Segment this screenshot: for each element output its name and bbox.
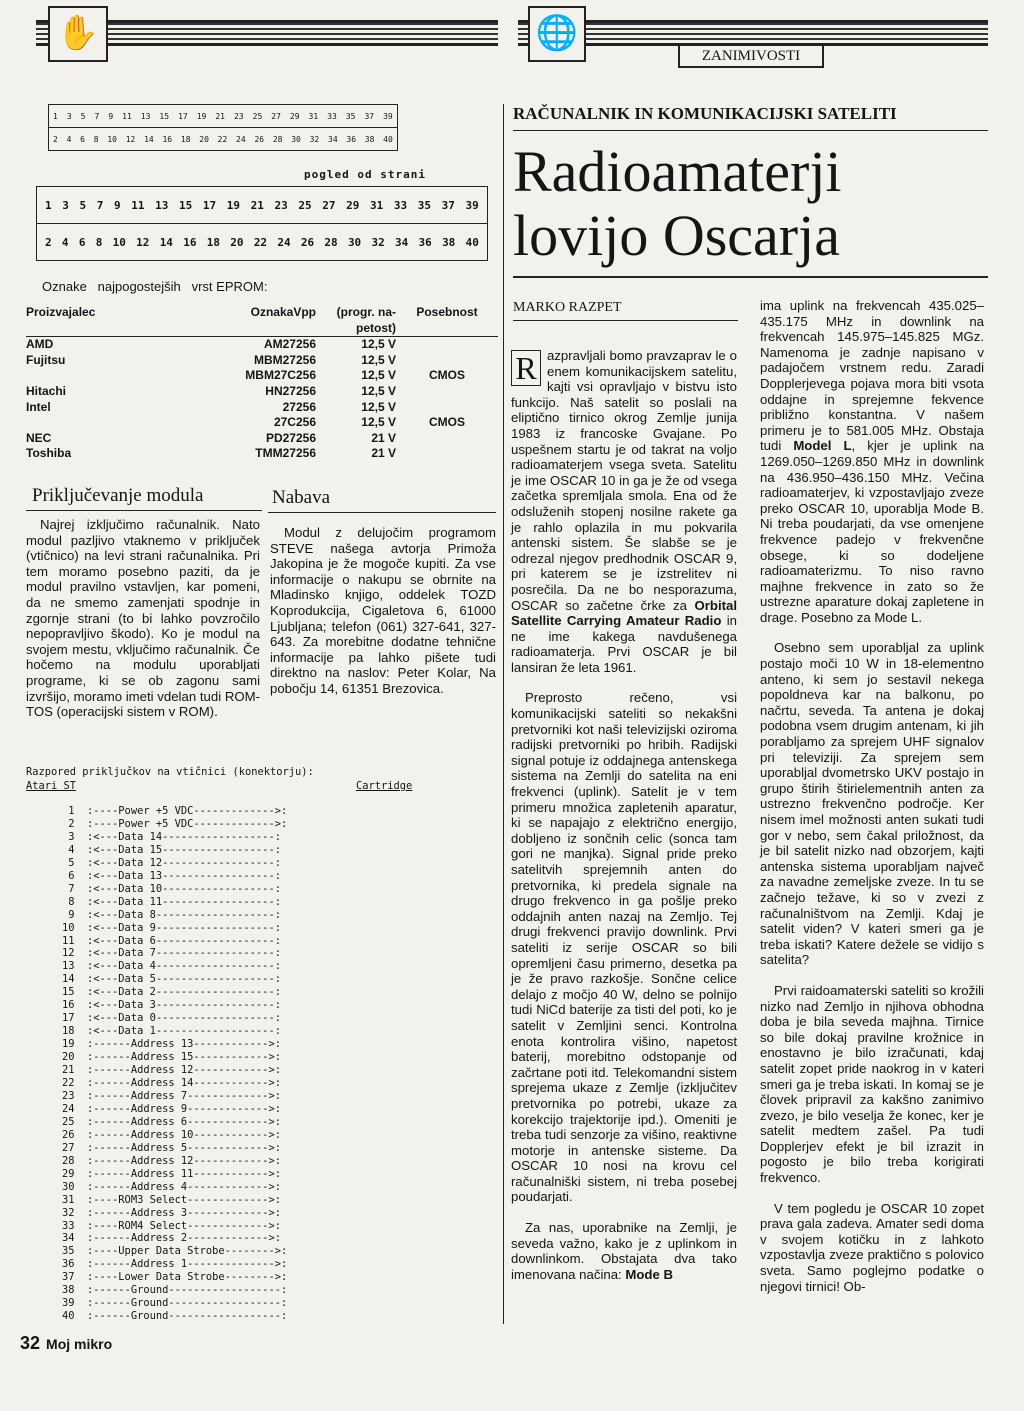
pinout-line: 18 :<---Data 1-------------------: [62,1025,281,1038]
pinout-line: 21 :------Address 12------------>: [62,1064,281,1077]
pin-number: 37 [441,198,455,212]
pin-number: 28 [324,235,338,249]
pin-number: 7 [94,111,100,121]
pin-number: 2 [53,134,58,144]
pin-number: 21 [250,198,264,212]
eprom-cell [396,353,498,369]
eprom-cell: TMM27256 [255,446,316,461]
section-nabava-rule [268,512,496,513]
pinout-line: 30 :------Address 4------------->: [62,1180,281,1193]
pin-number: 3 [66,111,72,121]
pin-number: 1 [45,198,52,212]
pinout-line: 6 :<---Data 13------------------: [62,869,281,882]
pin-number: 7 [96,198,104,212]
pinout-line: 32 :------Address 3------------->: [62,1206,281,1219]
pinout-line: 14 :<---Data 5-------------------: [62,973,281,986]
section-nabava-text: Modul z delujočim programom STEVE našega avtorja Primoža Jakopina je že mogoče kupiti. Za vse informacije o nakupu se obrnite na Mladinsko knjigo, oddelek TOZD Koprodukcija, Cigaletova 6, 61000 Ljubljana; telefon (061) 327-641, 327-643. Za morebitne dodatne tehnične informacije pa lahko pišete tudi direktno na naslov: Peter Kolar, Na pobočju 14, 61351 Brezovica. [270,525,496,696]
pin-number: 5 [80,111,86,121]
pinout-line: 17 :<---Data 0-------------------: [62,1012,281,1025]
eprom-heading: Oznake najpogostejših vrst EPROM: [42,279,268,294]
pin-number: 6 [78,235,86,249]
pinout-line: 26 :------Address 10------------>: [62,1128,281,1141]
pinout-line: 11 :<---Data 6-------------------: [62,934,281,947]
eprom-cell: MBM27256 [253,352,316,367]
eprom-body [26,337,498,462]
pinout-line: 9 :<---Data 8-------------------: [62,908,281,921]
pin-number: 4 [66,134,72,144]
eprom-row [26,337,498,353]
pinout-line: 28 :------Address 12------------>: [62,1154,281,1167]
pin-number: 20 [199,134,209,144]
pinout-left-label: Atari ST [26,780,77,792]
pinout-line: 10 :<---Data 9-------------------: [62,921,281,934]
eprom-cell [396,446,498,462]
pin-number: 38 [442,235,456,249]
pin-number: 15 [179,198,193,212]
eprom-cell: 12,5 V [361,383,396,398]
pin-number: 33 [393,198,408,212]
article-paragraph: Prvi raidoamaterski sateliti so krožili nizko nad Zemljo in njihova obhodna doba je bila seveda majhna. Tirnice so bile dokaj pravilne krožnice in enostavno je bilo izračunati, kdaj satelit zopet pride naokrog in v kateri smeri ga je treba iskati. In komaj se je človek pripravil za kakšno zanimivo zvezo, je bilo veselja že konec, ker je satelit medtem zašel. Pa tudi Dopplerjev efekt je bil izrazit in pogosto je bilo treba korigirati frekvenco. [760,982,984,1186]
pin-number: 3 [62,198,69,212]
pinout-right-label: Cartridge [356,780,413,792]
pin-number: 1 [53,111,58,121]
drop-cap: R [511,350,541,386]
pin-number: 5 [79,198,87,212]
pin-number: 34 [328,134,338,144]
eprom-cell [396,384,498,400]
pinout-line: 40 :------Ground------------------: [62,1310,288,1323]
eprom-header-row [26,305,498,337]
eprom-cell: 12,5 V [361,368,396,383]
pin-number: 19 [226,198,240,212]
pinout-line: 27 :------Address 5------------->: [62,1141,281,1154]
connector-caption: pogled od strani [304,168,426,181]
pin-number: 28 [272,134,283,144]
eprom-cell: 21 V [371,430,396,445]
connector-large [36,186,488,261]
eprom-cell [396,337,498,353]
pin-number: 22 [253,235,268,249]
pin-number: 35 [345,111,356,121]
pinout-line: 34 :------Address 2------------->: [62,1232,281,1245]
eprom-cell: 12,5 V [361,415,396,430]
pinout-line: 33 :----ROM4 Select------------->: [62,1219,281,1232]
section-module-rule [26,510,262,511]
pin-number: 29 [346,198,360,212]
pin-number: 40 [383,134,393,144]
article-paragraph: ima uplink na frekvencah 435.025–435.175 MHz in downlink na frekvencah 145.975–145.825 MGz. Namenoma je zadnje napisano v padajočem vrstnem redu. Zaradi Dopplerjevega pojava mora biti vsota oddajne in sprejemne fekvence približno konstantna. V našem primeru je to 581.005 MHz. Obstaja tudi Model L, kjer je uplink na 1269.050–1269.850 MHz in downlink na 436.950–436.150 MHz. Večina radioamaterjev, ki vzpostavljajo zveze preko OSCAR 10, uporablja Mode B. Ni treba poudarjati, da vse omenjene frekvence padejo v frekvenčne obsege, ki so dodeljene radioamaterizmu. To niso ravno majhne frekvence in zato so že ustrezne aparature dokaj zapletene in drage. Posebno za Mode L. [760,298,984,625]
pin-number: 18 [206,235,220,249]
pin-number: 8 [93,134,99,144]
eprom-cell [396,431,498,447]
pin-number: 16 [162,134,173,144]
connector-small [48,104,398,151]
pin-number: 20 [230,235,244,249]
pinout-line: 38 :------Ground------------------: [62,1284,288,1297]
eprom-cell: 27C256 [273,415,316,430]
col-code: OznakaVpp [250,305,316,319]
eprom-row [26,353,498,369]
eprom-row [26,368,498,384]
pin-number: 11 [122,111,132,121]
eprom-row [26,431,498,447]
pin-number: 10 [107,134,117,144]
col-maker: Proizvajalec [26,305,96,319]
section-rubric: ZANIMIVOSTI [678,44,824,68]
pin-number: 12 [125,134,136,144]
article-column-1 [511,348,737,1297]
pin-number: 23 [274,198,288,212]
eprom-row [26,384,498,400]
article-kicker: RAČUNALNIK IN KOMUNIKACIJSKI SATELITI [513,104,988,131]
eprom-cell: 27256 [282,399,316,414]
pin-number: 37 [364,111,375,121]
pin-number: 17 [178,111,188,121]
eprom-cell: Intel [26,399,51,414]
pin-number: 34 [395,235,409,249]
pin-number: 40 [465,235,479,249]
title-line-1: Radioamaterji [513,139,842,204]
satellite-globe-icon: 🌐 [528,6,586,62]
pin-number: 11 [131,198,145,212]
eprom-cell: 12,5 V [361,337,396,352]
pin-number: 36 [346,134,357,144]
eprom-cell: Fujitsu [26,352,66,367]
section-nabava-heading: Nabava [272,487,331,508]
article-paragraph: Osebno sem uporabljal za uplink postajo moči 10 W in 18-elementno anteno, ki sem jo sestavil nekega popoldneva kar na balkonu, po načrtu, seveda. Ta antena je dokaj podobna vsem drugim antenam, ki jih porabljamo za sprejem UHF signalov pri televiziji. Za sprejem sem uporabljal dvometrsko UKV postajo in grupo štirih štirielementnih anten za ustrezno frekvenčno področje. Ker nisem imel možnosti anten sukati tudi gor v nebo, sem čakal priložnost, da je bil satelit nizko nad obzorjem, kajti antenska sistema uporabljam največ za navadne zemeljske zveze. In tu se začnejo težave, ki so v zvezi z računalništvom na Zemlji. Kdaj je satelit viden? V kateri smeri ga je treba iskati? Katere dežele se vidijo s satelita? [760,640,984,968]
pin-number: 13 [155,198,169,212]
pin-number: 18 [180,134,191,144]
eprom-cell: PD27256 [265,430,316,445]
pin-number: 9 [108,111,114,121]
article-title [513,140,988,268]
hand-circuit-icon: ✋ [48,6,108,62]
eprom-cell: Toshiba [26,446,72,461]
pin-number: 38 [364,134,375,144]
eprom-cell: 12,5 V [361,352,396,367]
pin-row-bottom-small [48,128,398,151]
pinout-line: 4 :<---Data 15------------------: [62,843,281,856]
pinout-list [62,805,287,1323]
pin-number: 27 [271,111,281,121]
pin-number: 12 [136,235,150,249]
eprom-cell: HN27256 [265,383,316,398]
pinout-line: 1 :----Power +5 VDC------------->: [62,805,288,817]
pinout-line: 15 :<---Data 2-------------------: [62,986,281,999]
pin-number: 16 [183,235,197,249]
pin-number: 33 [327,111,337,121]
eprom-row [26,415,498,431]
pinout-line: 7 :<---Data 10------------------: [62,882,281,895]
article-author: MARKO RAZPET [513,300,738,321]
eprom-cell: CMOS [429,368,465,383]
pin-number: 8 [95,235,103,249]
eprom-cell [26,415,176,431]
title-line-2: lovijo Oscarja [513,203,840,268]
pin-number: 29 [289,111,300,121]
pinout-line: 3 :<---Data 14------------------: [62,830,281,843]
pin-row-top-large [36,186,488,224]
pin-number: 6 [80,134,85,144]
pinout-line: 20 :------Address 15------------>: [62,1051,281,1064]
eprom-cell: NEC [26,430,52,445]
pin-number: 19 [196,111,207,121]
pin-number: 26 [254,134,265,144]
eprom-cell: AMD [26,337,54,352]
pinout-line: 39 :------Ground------------------: [62,1297,288,1310]
pin-number: 21 [215,111,225,121]
pin-number: 9 [114,198,121,212]
pin-number: 25 [298,198,312,212]
pinout-line: 35 :----Upper Data Strobe-------->: [62,1245,288,1258]
pin-number: 32 [309,134,320,144]
pin-number: 24 [277,235,291,249]
page-number: 32 [20,1333,41,1353]
article-paragraph: V tem pogledu je OSCAR 10 zopet prava gala zadeva. Amater sedi doma v svojem kotičku in z lahkoto vzpostavlja zveze praktično s polovico sveta. Samo poglejmo podatke o njegovi tirnici! Ob- [760,1200,984,1294]
pinout-line: 29 :------Address 11------------>: [62,1167,281,1180]
pin-row-top-small [48,104,398,128]
pinout-line: 23 :------Address 7------------->: [62,1089,281,1102]
pinout-line: 36 :------Address 1-------------->: [62,1258,288,1271]
pin-number: 30 [291,134,301,144]
pinout-line: 13 :<---Data 4-------------------: [62,960,281,973]
pinout-line: 24 :------Address 9------------->: [62,1102,281,1115]
pin-number: 25 [252,111,263,121]
pin-row-bottom-large [36,224,488,261]
header-rule-right [518,20,988,46]
section-module-heading: Priključevanje modula [32,485,204,506]
pinout-line: 16 :<---Data 3-------------------: [62,999,281,1012]
article-column-2 [760,298,984,1309]
pin-number: 23 [233,111,244,121]
pin-number: 24 [236,134,246,144]
pin-number: 26 [300,235,315,249]
article-paragraph: Preprosto rečeno, vsi komunikacijski sateliti so nekakšni pretvorniki kot naši televizijski oziroma radijski pretvorniki po hribih. Radijski signal potuje iz oddajnega antenskega sistema na Zemlji do satelita na eni frekvenci (uplink). Satelit je v tem primeru množica zapletenih aparatur, ki se napajajo z električno energijo, dobljeno iz sončnih celic (sonca tam gori ne manjka). Signal pride preko satelitvih sprejemnih anten do pretvornika, ki predela signale na drugo frekvenco in ga pošlje preko oddajnih anten nazaj na Zemljo. Tej drugi frekvenci pravijo downlink. Prvi sateliti iz serije OSCAR so bili opremljeni času primerno, desetka pa je že pravo razkošje. Sončne celice delajo z močjo 40 W, delno se polnijo tudi NiCd baterije za tisti del poti, ko je satelit v Zemljini senci. Kontrolna enota kontrolira višino, napetost baterij, morebitno odstopanje od začrtane poti itd. Telekomandni sistem sprejema ukaze z Zemlje (izključitev pretvornika po potrebi, ukaze za korekcijo trajektorije ipd.). Omeniti je treba tudi senzorje za višino, reaktivne motorje in antenske sisteme. Da OSCAR 10 nosi na krovu cel računalniški sistem, ni treba posebej poudarjati. [511,690,737,1205]
pin-number: 39 [383,111,393,121]
pinout-line: 37 :----Lower Data Strobe-------->: [62,1271,288,1284]
connector-figure [36,104,488,284]
eprom-row [26,446,498,462]
pin-number: 32 [371,235,385,249]
pin-number: 35 [417,198,431,212]
pin-number: 22 [217,134,228,144]
pin-number: 13 [140,111,151,121]
eprom-cell: AM27256 [263,337,316,352]
pinout-line: 19 :------Address 13------------>: [62,1038,281,1051]
eprom-cell: 21 V [371,446,396,461]
pin-number: 14 [159,235,173,249]
pin-number: 17 [202,198,217,212]
section-module-text: Najrej izključimo računalnik. Nato modul pazljivo vtaknemo v priključek (vtičnico) na levi strani računalnika. Pri tem moramo posebno paziti, da je modul pravilno vstavljen, kar pomeni, da ne smemo zamenjati spodnje in zgornje strani (to bi lahko povzročilo nepopravljivo škodo). Ko je modul na svojem mestu, vključimo računalnik. Če hočemo na modulu uporabljati programe, ki se ob zagonu sami izvršijo, moramo imeti vdelan tudi ROM-TOS (operacijski sistem v ROM). [26,517,260,720]
pin-number: 36 [418,235,432,249]
eprom-table [26,305,498,462]
pin-number: 30 [347,235,362,249]
pinout-line: 25 :------Address 6------------->: [62,1115,281,1128]
pin-number: 31 [370,198,384,212]
pin-number: 15 [159,111,170,121]
page-footer [20,1333,112,1354]
pinout-line: 2 :----Power +5 VDC------------->: [62,817,288,830]
column-divider [503,104,504,1324]
pin-number: 31 [308,111,319,121]
eprom-cell [396,400,498,416]
eprom-cell: CMOS [429,415,465,430]
pin-number: 10 [112,235,126,249]
pin-number: 39 [465,198,479,212]
pinout-line: 5 :<---Data 12------------------: [62,856,281,869]
article-paragraph: Za nas, uporabnike na Zemlji, je seveda važno, kako je z uplinkom in downlinkom. Obstajata dva tako imenovana načina: Mode B [511,1220,737,1282]
pinout-line: 22 :------Address 14------------>: [62,1077,281,1090]
pin-number: 27 [322,198,336,212]
eprom-cell: MBM27C256 [245,368,316,383]
title-rule [513,276,988,278]
pinout-line: 8 :<---Data 11------------------: [62,895,281,908]
pin-number: 4 [61,235,69,249]
pin-number: 14 [144,134,154,144]
pinout-heading: Razpored priključkov na vtičnici (konektorju): [26,766,314,778]
article-paragraph: R azpravljali bomo pravzaprav le o enem komunikacijskem satelitu, kajti vsi opravljajo v bistvu isto funkcijo. Naš satelit so poslali na eliptično tirnico okrog Zemlje junija 1983 iz francoske Gvajane. Po uspešnem startu je od takrat na voljo radioamaterjem vsega sveta. Satelitu je ime OSCAR 10 in ga je že od vsega začetka spremljala smola. Ena od že odsluženih stopenj nosilne rakete ga je rahlo oplazila in mu pokvarila antenski sistem. Še slabše se je odrezal njegov predhodnik OSCAR 9, pri katerem se je izstrelitev ni posrečila. Da ne bo nesporazuma, OSCAR so začetne črke za Orbital Satellite Carrying Amateur Radio in ne ime kakega navdušenega radioamaterja. Prvi OSCAR je bil lansiran že leta 1961. [511,348,737,675]
magazine-name: Moj mikro [46,1336,113,1352]
pinout-line: 31 :----ROM3 Select------------->: [62,1193,281,1206]
pinout-line: 12 :<---Data 7-------------------: [62,947,281,960]
eprom-cell: Hitachi [26,383,67,398]
eprom-cell: 12,5 V [361,399,396,414]
pin-number: 2 [45,235,52,249]
col-volt: (progr. na- petost) [336,305,396,335]
col-special: Posebnost [416,305,478,319]
eprom-row [26,400,498,416]
eprom-cell [26,368,176,384]
